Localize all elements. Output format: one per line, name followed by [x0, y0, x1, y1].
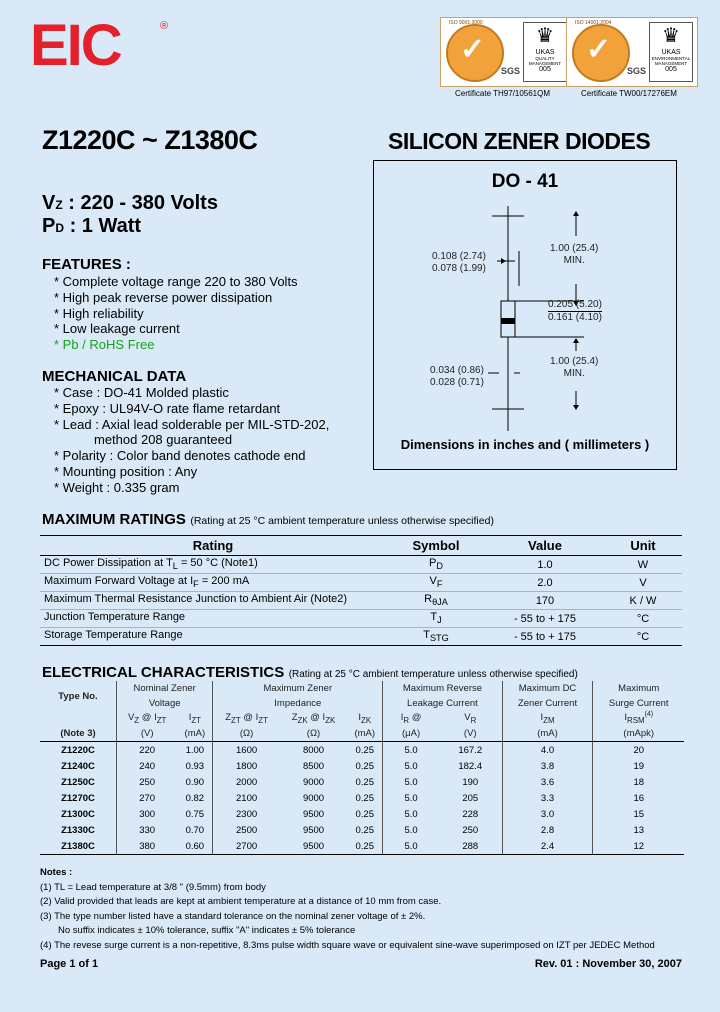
col-max-zener: Maximum Zener [213, 681, 383, 696]
certificate-label-2: Certificate TW00/17276EM [581, 89, 677, 98]
symbol-cell: $R_{\theta JA}$ [386, 592, 486, 610]
col-max-surge-sub: Surge Current [593, 696, 684, 711]
ukas-sub: QUALITY MANAGEMENT [528, 56, 562, 66]
col-type: Type No. [58, 690, 98, 702]
sgs-label: SGS [501, 66, 521, 76]
cert-ring-text: ISO 9001:2000 [449, 20, 483, 26]
col-max-dc-sub: Zener Current [502, 696, 593, 711]
rating-cell: Maximum Thermal Resistance Junction to Ambient Air (Note2) [40, 592, 386, 610]
unit-cell: °C [604, 628, 682, 646]
package-name: DO - 41 [491, 171, 559, 192]
notes-heading: Notes : [40, 867, 73, 878]
table-symbol-row [40, 711, 684, 726]
dim-lead-length-top: 1.00 (25.4) MIN. [550, 243, 599, 266]
crown-icon: ♛ [536, 25, 554, 47]
value-cell: 1.0 [486, 556, 604, 574]
table-row: Z1240C 240 0.93 1800 8500 0.25 5.0 182.4 3.8 19 [40, 758, 684, 774]
sym-vz: $V_Z$ @ $I_{ZT}$ [117, 711, 178, 726]
rating-cell: Storage Temperature Range [40, 628, 386, 646]
blank-cell [40, 711, 117, 726]
symbol-cell: $V_F$ [386, 574, 486, 592]
unit-cell: W [604, 556, 682, 574]
features-heading: FEATURES : [42, 256, 131, 273]
unit-cell: (mA) [177, 726, 213, 742]
symbol-cell: $T_J$ [386, 610, 486, 628]
value-cell: - 55 to + 175 [486, 628, 604, 646]
page-number: Page 1 of 1 [40, 958, 99, 970]
dim-wire-diameter: 0.034 (0.86) 0.028 (0.71) [430, 365, 484, 388]
unit-cell: (mA) [347, 726, 383, 742]
unit-cell: (V) [117, 726, 178, 742]
ukas-mark [523, 22, 567, 82]
sgs-label: SGS [627, 66, 647, 76]
note-item: (1) TL = Lead temperature at 3/8 " (9.5mm) from body [40, 881, 266, 893]
crown-icon: ♛ [662, 25, 680, 47]
col-max-surge: Maximum [593, 681, 684, 696]
sym-izt: $I_{ZT}$ [188, 712, 201, 725]
rating-cell: Junction Temperature Range [40, 610, 386, 628]
dim-lead-length-bottom: 1.00 (25.4) MIN. [550, 356, 599, 379]
table-row [40, 574, 682, 592]
pd-spec: PD : 1 Watt [42, 215, 142, 237]
col-max-reverse: Maximum Reverse [383, 681, 502, 696]
value-cell: - 55 to + 175 [486, 610, 604, 628]
note-item: (2) Valid provided that leads are kept at ambient temperature at a distance of 10 mm from case. [40, 896, 442, 907]
table-header-row [40, 696, 684, 711]
list-item: * High peak reverse power dissipation [54, 289, 273, 305]
unit-cell: (mApk) [593, 726, 684, 742]
ukas-mark [649, 22, 693, 82]
max-ratings-note: (Rating at 25 °C ambient temperature unless otherwise specified) [190, 515, 494, 527]
list-item: * Epoxy : UL94V-O rate flame retardant [54, 400, 281, 416]
table-row [40, 628, 682, 646]
table-row: Z1330C 330 0.70 2500 9500 0.25 5.0 250 2.8 13 [40, 822, 684, 838]
cert-ring-text: ISO 14001:2004 [575, 20, 612, 26]
product-title: SILICON ZENER DIODES [388, 128, 651, 154]
col-max-dc: Maximum DC [502, 681, 593, 696]
eic-logo: EIC [30, 13, 121, 78]
col-nominal-zener-sub: Voltage [117, 696, 213, 711]
notes-block [40, 866, 655, 953]
list-item: * Mounting position : Any [54, 463, 198, 479]
table-units-row [40, 726, 684, 742]
rating-cell: Maximum Forward Voltage at $I_F = 200$ mA [40, 574, 386, 592]
list-item: * Lead : Axial lead solderable per MIL-STD-202, [54, 416, 330, 432]
features-list [54, 274, 298, 353]
col-max-reverse-sub: Leakage Current [383, 696, 502, 711]
mechanical-list [54, 385, 329, 496]
sym-izm: $I_{ZM}$ [502, 711, 593, 726]
value-cell: 170 [486, 592, 604, 610]
ukas-code: 005 [539, 66, 551, 73]
table-row: Z1270C 270 0.82 2100 9000 0.25 5.0 205 3.3 16 [40, 790, 684, 806]
ukas-text: UKAS [535, 49, 555, 56]
table-header-row [40, 536, 682, 556]
list-item: * Complete voltage range 220 to 380 Volts [54, 274, 298, 289]
mechanical-heading: MECHANICAL DATA [42, 368, 187, 385]
list-item-rohs: * Pb / RoHS Free [54, 337, 155, 353]
sgs-check-icon [446, 24, 504, 82]
list-item: * Low leakage current [54, 321, 180, 337]
table-header-row [40, 681, 684, 696]
list-item: * Polarity : Color band denotes cathode end [54, 448, 306, 464]
sym-zzk: $Z_{ZK}$ @ $I_{ZK}$ [291, 712, 336, 725]
unit-cell: (Note 3) [40, 726, 117, 742]
col-rating: Rating [40, 536, 386, 556]
unit-cell: (Ω) [213, 726, 280, 742]
elec-heading: ELECTRICAL CHARACTERISTICS [42, 664, 285, 681]
col-unit: Unit [604, 536, 682, 556]
elec-note: (Rating at 25 °C ambient temperature unless otherwise specified) [288, 669, 578, 680]
note-item: (3) The type number listed have a standard tolerance on the nominal zener voltage of ± 2%. [40, 910, 426, 922]
diode-outline-drawing [374, 161, 676, 469]
ukas-text: UKAS [661, 49, 681, 56]
unit-cell: (mA) [502, 726, 593, 742]
list-item: method 208 guaranteed [94, 432, 233, 448]
certificate-label-1: Certificate TH97/10561QM [455, 89, 551, 98]
col-value: Value [486, 536, 604, 556]
unit-cell: V [604, 574, 682, 592]
part-range-title: Z1220C ~ Z1380C [42, 125, 258, 155]
sym-ir: $I_R$ @ [383, 711, 439, 726]
max-ratings-heading-row [42, 511, 494, 529]
list-item: * High reliability [54, 305, 144, 321]
table-row [40, 556, 682, 574]
revision-date: Rev. 01 : November 30, 2007 [534, 958, 682, 970]
symbol-cell: $P_D$ [386, 556, 486, 574]
certificate-badge-environmental [566, 17, 698, 87]
table-row: Z1250C 250 0.90 2000 9000 0.25 5.0 190 3.6 18 [40, 774, 684, 790]
col-max-zener-sub: Impedance [213, 696, 383, 711]
registered-mark: ® [160, 20, 169, 32]
dim-lead-diameter: 0.108 (2.74) 0.078 (1.99) [432, 251, 486, 274]
rating-cell: DC Power Dissipation at $T_L = 50$ °C (Note1) [40, 556, 386, 574]
vz-spec: VZ : 220 - 380 Volts [42, 192, 218, 214]
col-symbol: Symbol [386, 536, 486, 556]
table-row [40, 592, 682, 610]
list-item: * Case : DO-41 Molded plastic [54, 385, 229, 400]
ukas-code: 005 [665, 66, 677, 73]
sgs-check-icon [572, 24, 630, 82]
col-nominal-zener: Nominal Zener [117, 681, 213, 696]
electrical-characteristics-table [40, 681, 684, 855]
table-row: Z1300C 300 0.75 2300 9500 0.25 5.0 228 3.0 15 [40, 806, 684, 822]
dim-body-length: 0.205 (5.20) 0.161 (4.10) [548, 299, 602, 323]
sym-izk: $I_{ZK}$ [358, 712, 372, 725]
dimensions-caption: Dimensions in inches and ( millimeters ) [400, 437, 650, 452]
value-cell: 2.0 [486, 574, 604, 592]
sym-vr: $V_R$ [464, 712, 477, 725]
unit-cell: K / W [604, 592, 682, 610]
table-row [40, 610, 682, 628]
table-row: Z1380C 380 0.60 2700 9500 0.25 5.0 288 2.4 12 [40, 838, 684, 855]
note-item: No suffix indicates ± 10% tolerance, suffix "A" indicates ± 5% tolerance [58, 925, 356, 936]
certificate-badge-quality [440, 17, 572, 87]
max-ratings-heading: MAXIMUM RATINGS [42, 511, 186, 528]
unit-cell: °C [604, 610, 682, 628]
sym-irsm: $I_{RSM}^{(4)}$ [593, 711, 684, 726]
symbol-cell: $T_{STG}$ [386, 628, 486, 646]
package-drawing [373, 160, 677, 470]
elec-heading-row [42, 664, 578, 682]
unit-cell: (Ω) [280, 726, 347, 742]
max-ratings-table [40, 535, 682, 646]
unit-cell: (μA) [383, 726, 439, 742]
ukas-sub: ENVIRONMENTAL MANAGEMENT [651, 56, 691, 66]
unit-cell: (V) [439, 726, 502, 742]
note-item: (4) The revese surge current is a non-repetitive, 8.3ms pulse width square wave or equivalent sine-wave superimposed on IZT per JEDEC Method [40, 939, 655, 951]
list-item: * Weight : 0.335 gram [54, 479, 180, 495]
sym-zzt: $Z_{ZT}$ @ $I_{ZT}$ [213, 711, 280, 726]
table-row: Z1220C 220 1.00 1600 8000 0.25 5.0 167.2 4.0 20 [40, 742, 684, 759]
